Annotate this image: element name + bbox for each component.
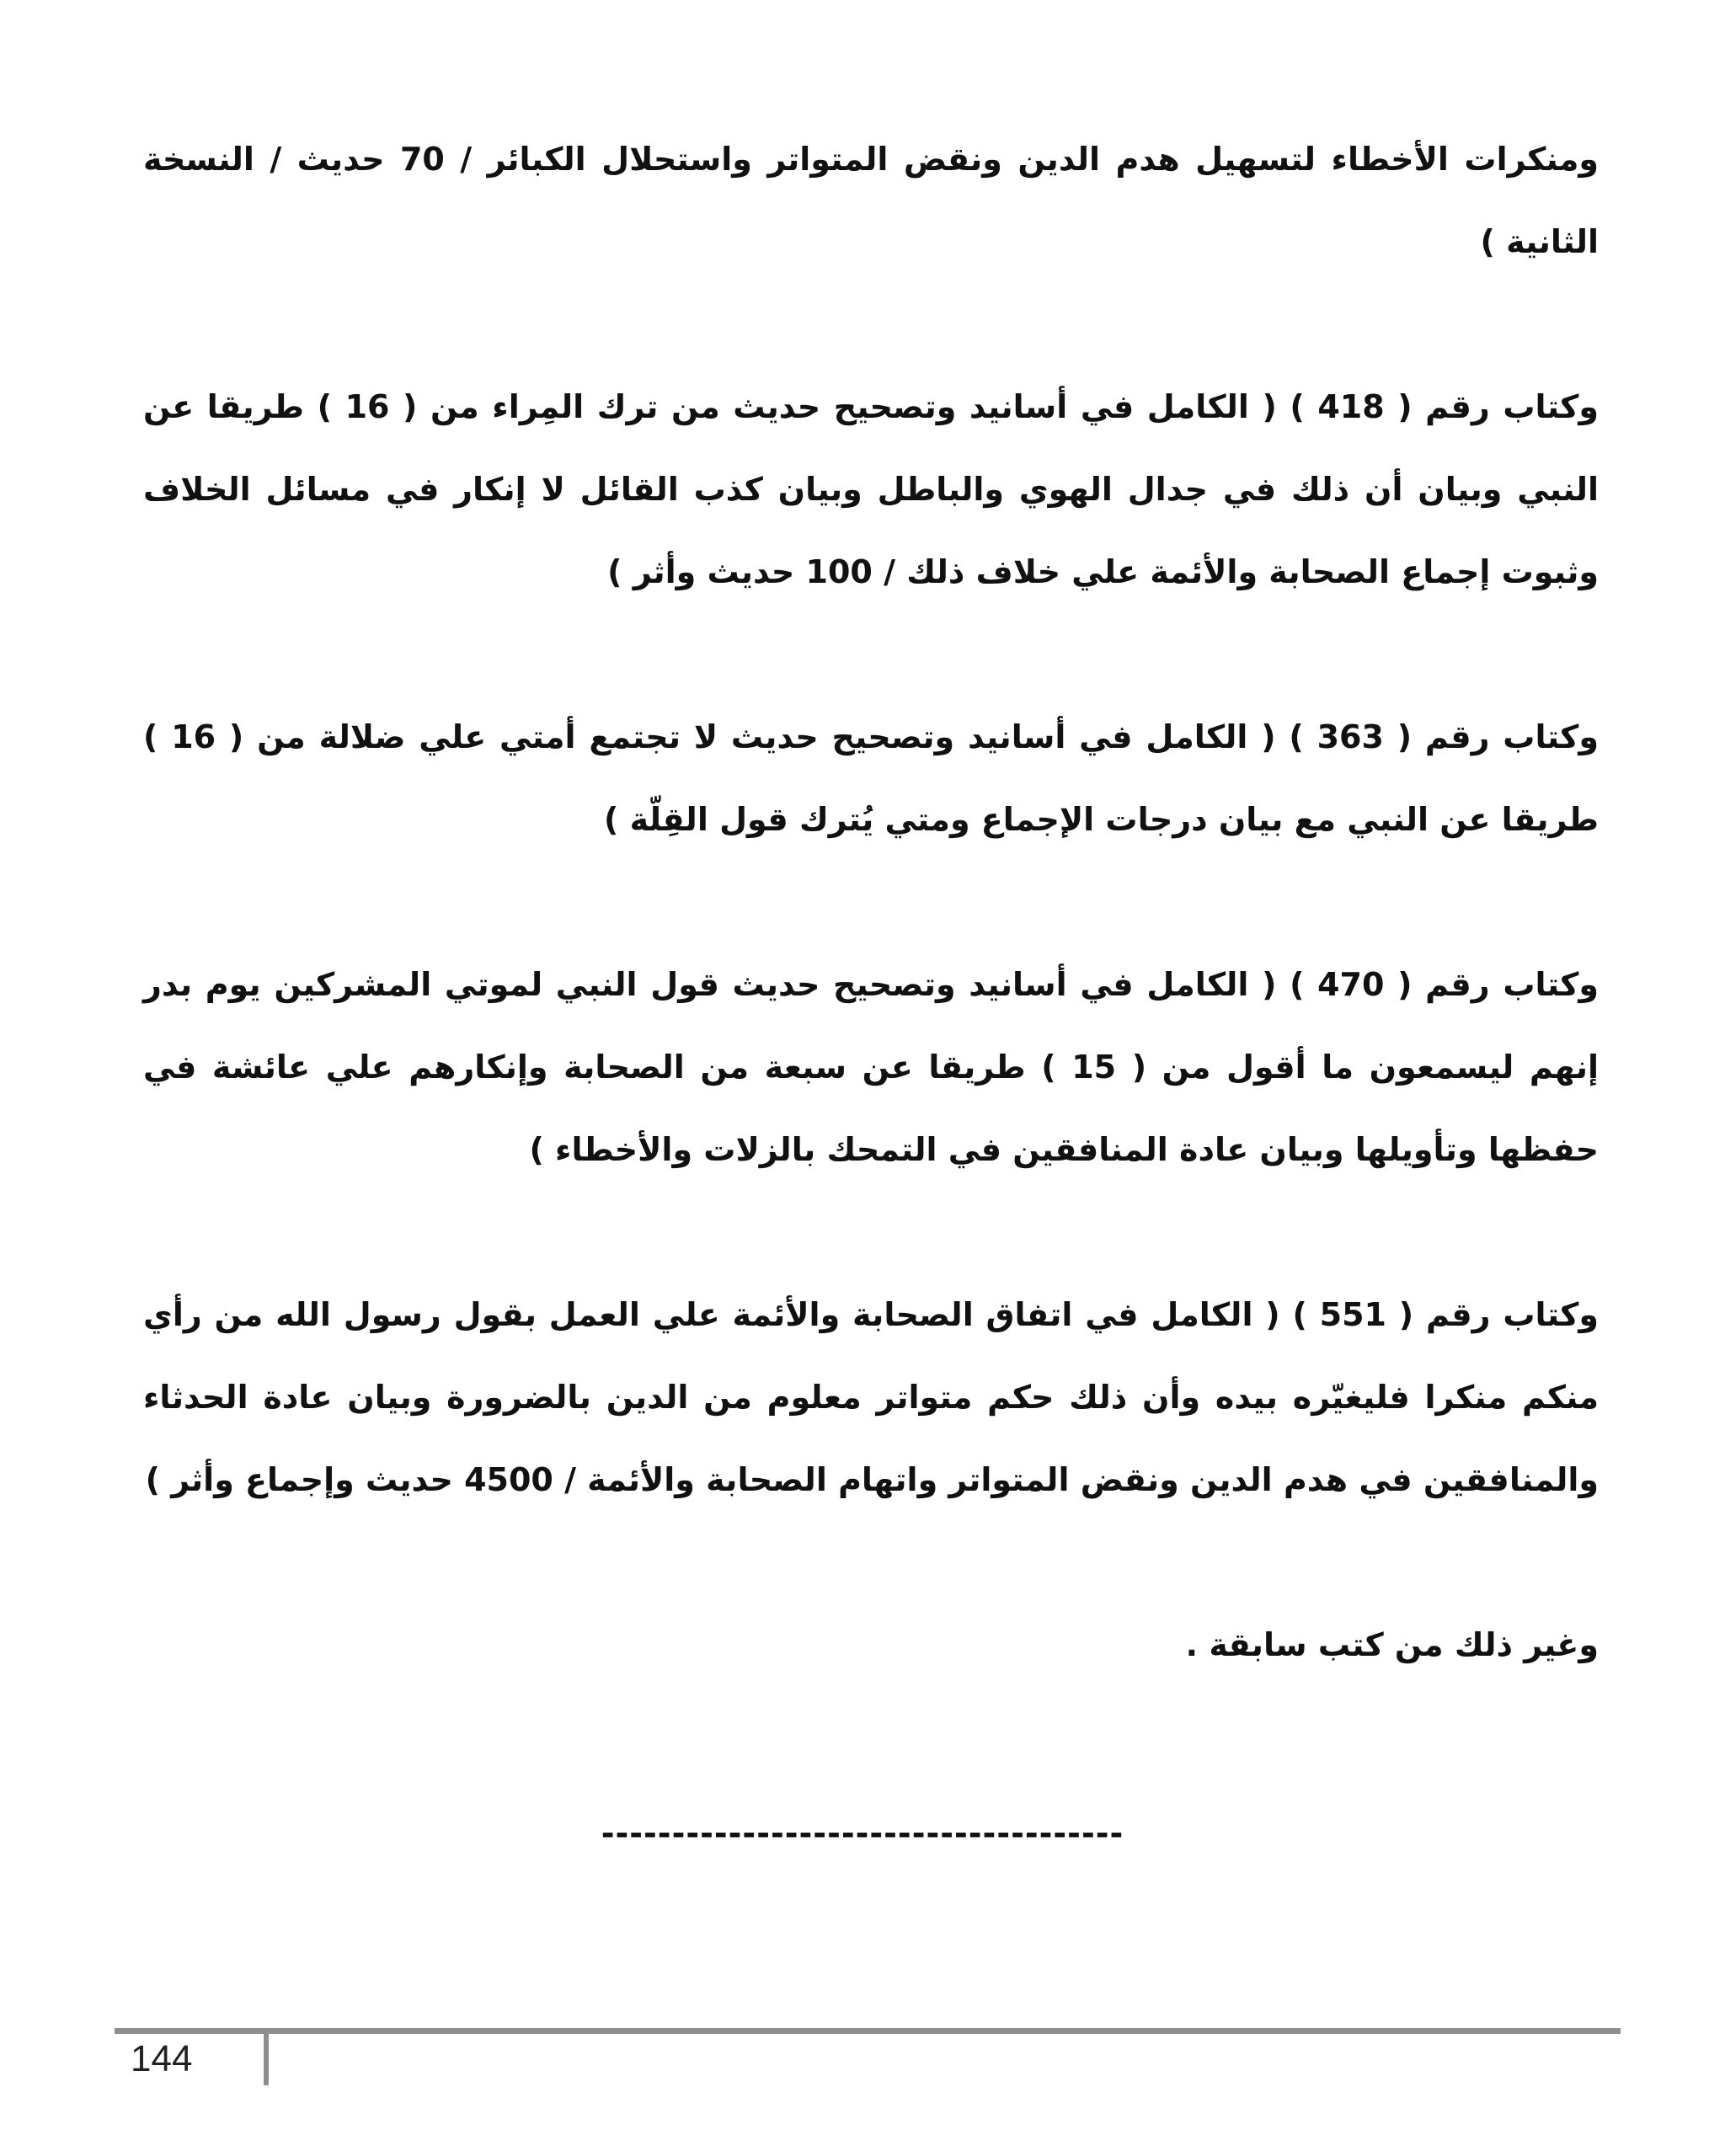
paragraph-3: وكتاب رقم ( 363 ) ( الكامل في أسانيد وتصحيح حديث لا تجتمع أمتي علي ضلالة من ( 16 ) طريقا عن النبي مع بيان درجات الإجماع ومتي يُترك قول القِلّة ) bbox=[143, 718, 1599, 838]
paragraph-4: وكتاب رقم ( 470 ) ( الكامل في أسانيد وتصحيح حديث قول النبي لموتي المشركين يوم بدر إنهم ليسمعون ما أقول من ( 15 ) طريقا عن سبعة من الصحابة وإنكارهم علي عائشة في حفظها وتأويلها وبيان عادة المنافقين في التمحك بالزلات والأخطاء ) bbox=[143, 966, 1599, 1168]
paragraph-1: ومنكرات الأخطاء لتسهيل هدم الدين ونقض المتواتر واستحلال الكبائر / 70 حديث / النسخة الثانية ) bbox=[143, 141, 1599, 260]
footer-divider-tick bbox=[264, 2030, 269, 2085]
footer-rule bbox=[115, 2028, 1621, 2034]
paragraph-6: وغير ذلك من كتب سابقة . bbox=[1185, 1626, 1599, 1663]
section-divider: ------------------------------------- bbox=[601, 1815, 1124, 1852]
page-number: 144 bbox=[131, 2038, 193, 2079]
paragraph-5: وكتاب رقم ( 551 ) ( الكامل في اتفاق الصحابة والأئمة علي العمل بقول رسول الله من رأي منكم منكرا فليغيّره بيده وأن ذلك حكم متواتر معلوم من الدين بالضرورة وبيان عادة الحدثاء والمنافقين في هدم الدين ونقض المتواتر واتهام الصحابة والأئمة / 4500 حديث وإجماع وأثر ) bbox=[143, 1296, 1599, 1498]
page-body bbox=[143, 118, 1599, 1769]
paragraph-2: وكتاب رقم ( 418 ) ( الكامل في أسانيد وتصحيح حديث من ترك المِراء من ( 16 ) طريقا عن النبي وبيان أن ذلك في جدال الهوي والباطل وبيان كذب القائل لا إنكار في مسائل الخلاف وثبوت إجماع الصحابة والأئمة علي خلاف ذلك / 100 حديث وأثر ) bbox=[143, 388, 1599, 590]
